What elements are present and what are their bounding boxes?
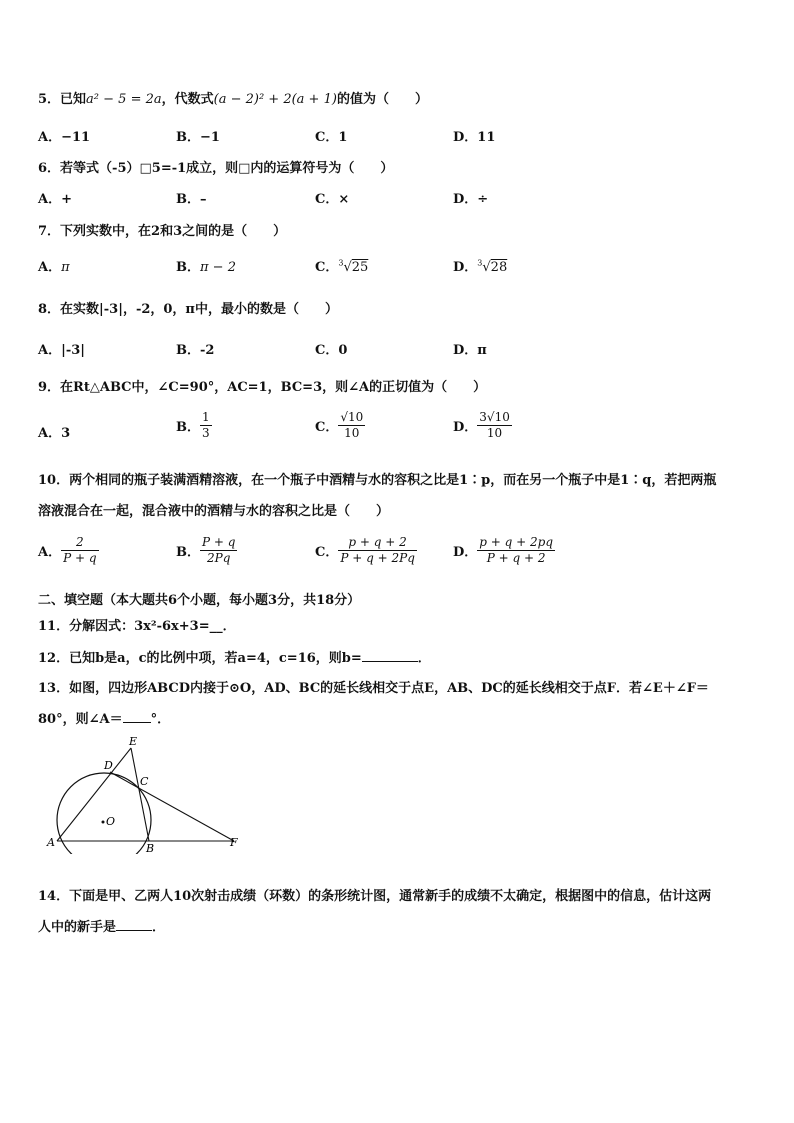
answer-blank[interactable] (362, 649, 418, 662)
q6-option-a[interactable]: A．+ (38, 192, 72, 207)
question-12: 12．已知b是a，c的比例中项，若a=4，c=16，则b= ． (38, 651, 431, 666)
q5-option-c[interactable]: C．1 (315, 130, 348, 145)
q7-option-c[interactable]: C．$^3$√25 (315, 258, 369, 275)
q8-option-c[interactable]: C．0 (315, 343, 348, 358)
segment-d-f (110, 772, 234, 841)
q10-option-b[interactable]: B． $\frac{P + q}{2Pq}$ (176, 535, 236, 565)
fraction: $\frac{3√10}{10}$ (479, 410, 510, 440)
question-5 (38, 88, 428, 107)
q9-option-d[interactable]: D． $\frac{3√10}{10}$ (453, 410, 510, 440)
answer-blank[interactable] (116, 918, 152, 931)
q5-mid: ，代数式 (161, 92, 214, 107)
answer-blank[interactable] (123, 710, 151, 723)
question-10-line2: 溶液混合在一起，混合液中的酒精与水的容积之比是（ ） (38, 504, 390, 519)
q5-prefix: 5．已知 (38, 92, 87, 107)
q9-option-b[interactable]: B． $\frac{1}{3}$ (176, 410, 210, 440)
label-d: D (104, 759, 113, 772)
fraction: $\frac{2}{P + q}$ (63, 535, 97, 565)
question-13-line2: 80°，则∠A＝ °． (38, 712, 171, 727)
q13-geometry-figure (44, 736, 254, 854)
question-13-line1: 13．如图，四边形ABCD内接于⊙O，AD、BC的延长线相交于点E，AB、DC的延长线相交于点F．若∠E＋∠F＝ (38, 681, 709, 696)
label-a: A (47, 836, 55, 849)
fraction: $\frac{P + q}{2Pq}$ (202, 535, 236, 565)
section-2-heading: 二、填空题（本大题共6个小题，每小题3分，共18分） (38, 593, 361, 608)
label-f: F (230, 836, 238, 849)
q5-suffix: 的值为（ ） (336, 92, 428, 107)
root-index: 3 (477, 258, 483, 268)
circle-o (57, 773, 151, 854)
q10-option-c[interactable]: C． $\frac{p + q + 2}{P + q + 2Pq}$ (315, 535, 415, 565)
q5-condition: a² − 5 = 2a (86, 92, 162, 107)
root-index: 3 (338, 258, 344, 268)
q5-expression: (a − 2)² + 2(a + 1) (213, 92, 337, 107)
center-point-o (102, 821, 105, 824)
segment-e-b (131, 748, 149, 841)
radicand: 28 (490, 260, 508, 275)
question-10-line1: 10．两个相同的瓶子装满酒精溶液，在一个瓶子中酒精与水的容积之比是1∶p，而在另一个瓶子中是1∶q，若把两瓶 (38, 473, 717, 488)
question-9: 9．在Rt△ABC中，∠C=90°，AC=1，BC=3，则∠A的正切值为（ ） (38, 380, 487, 395)
q7-option-d[interactable]: D．$^3$√28 (453, 258, 508, 275)
q9-option-a[interactable]: A．3 (38, 426, 71, 441)
label-e: E (129, 736, 138, 748)
q7-option-b[interactable]: B．π − 2 (176, 260, 236, 275)
q5-option-a[interactable]: A．−11 (38, 130, 91, 145)
q5-option-d[interactable]: D．11 (453, 130, 496, 145)
q9-option-c[interactable]: C． $\frac{√10}{10}$ (315, 410, 364, 440)
label-o: O (106, 815, 116, 828)
fraction: $\frac{√10}{10}$ (340, 410, 364, 440)
question-14-line1: 14．下面是甲、乙两人10次射击成绩（环数）的条形统计图，通常新手的成绩不太确定，根据图中的信息，估计这两 (38, 889, 712, 904)
question-7: 7．下列实数中，在2和3之间的是（ ） (38, 224, 287, 239)
q6-option-b[interactable]: B．– (176, 192, 207, 207)
q10-option-d[interactable]: D． $\frac{p + q + 2pq}{P + q + 2}$ (453, 535, 554, 565)
fraction: $\frac{1}{3}$ (202, 410, 210, 440)
question-6: 6．若等式（-5）□5=-1成立，则□内的运算符号为（ ） (38, 161, 394, 176)
question-11: 11．分解因式：3x²-6x+3=__． (38, 619, 236, 634)
fraction: $\frac{p + q + 2pq}{P + q + 2}$ (479, 535, 554, 565)
q8-option-b[interactable]: B．-2 (176, 343, 215, 358)
label-c: C (140, 775, 149, 788)
segment-a-e (57, 748, 131, 841)
q8-option-d[interactable]: D．π (453, 343, 487, 358)
q8-option-a[interactable]: A．|-3| (38, 343, 85, 358)
radicand: 25 (351, 260, 369, 275)
q6-option-d[interactable]: D．÷ (453, 192, 489, 207)
question-14-line2: 人中的新手是 ． (38, 920, 166, 935)
q10-option-a[interactable]: A． $\frac{2}{P + q}$ (38, 535, 97, 565)
q5-option-b[interactable]: B．−1 (176, 130, 220, 145)
q7-option-a[interactable]: A．π (38, 260, 70, 275)
question-8: 8．在实数|-3|，-2，0，π中，最小的数是（ ） (38, 302, 338, 317)
q6-option-c[interactable]: C．× (315, 192, 350, 207)
label-b: B (146, 842, 155, 854)
fraction: $\frac{p + q + 2}{P + q + 2Pq}$ (340, 535, 415, 565)
